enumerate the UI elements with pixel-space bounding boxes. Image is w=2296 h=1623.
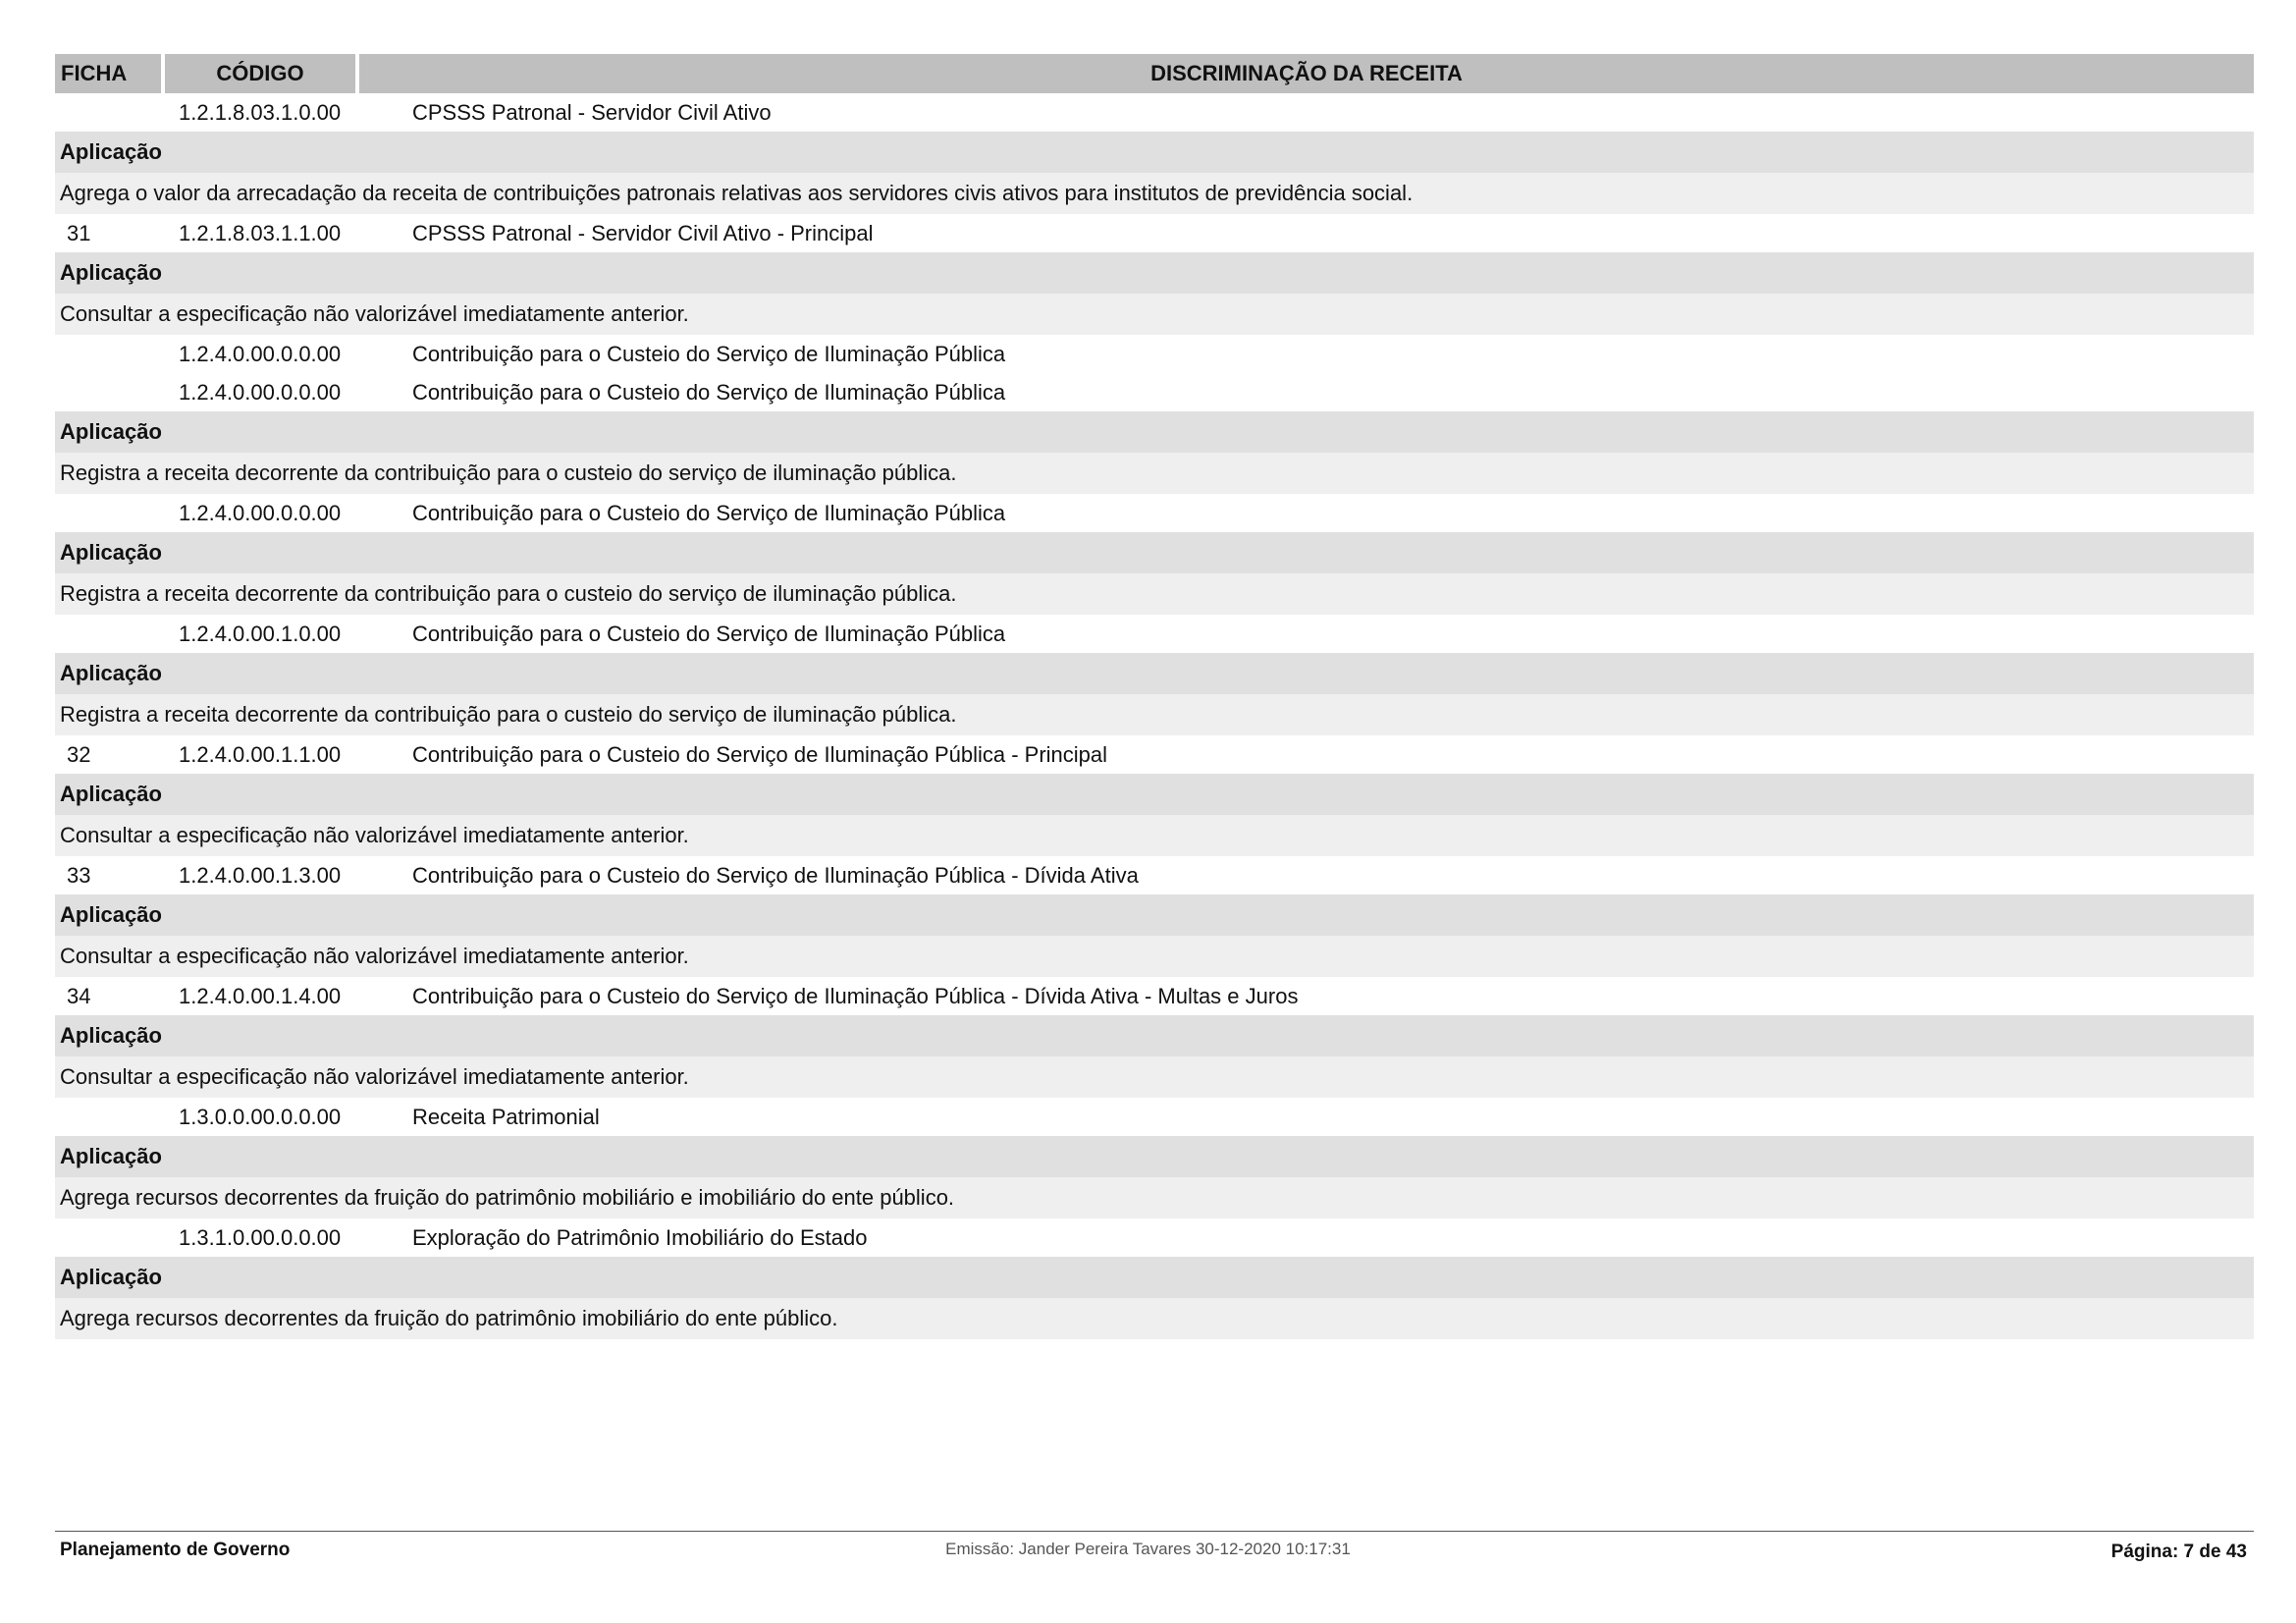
table-row	[55, 856, 2254, 894]
footer-department: Planejamento de Governo	[60, 1540, 291, 1560]
aplicacao-label: Aplicação	[55, 411, 2254, 453]
discriminacao-cell: Contribuição para o Custeio do Serviço de Iluminação Pública	[412, 621, 1006, 646]
aplicacao-description: Agrega o valor da arrecadação da receita de contribuições patronais relativas aos servidores civis ativos para institutos de previdência social.	[55, 173, 2254, 214]
aplicacao-description: Consultar a especificação não valorizável imediatamente anterior.	[55, 294, 2254, 335]
revenue-table	[55, 54, 2254, 1339]
discriminacao-cell: Exploração do Patrimônio Imobiliário do Estado	[412, 1224, 868, 1250]
codigo-cell: 1.2.4.0.00.1.3.00	[179, 862, 342, 888]
table-row	[55, 373, 2254, 411]
header-discriminacao: DISCRIMINAÇÃO DA RECEITA	[359, 54, 2254, 93]
codigo-cell: 1.3.0.0.00.0.0.00	[179, 1104, 342, 1129]
footer-divider	[55, 1531, 2254, 1532]
table-row	[55, 93, 2254, 132]
codigo-cell: 1.3.1.0.00.0.0.00	[179, 1224, 342, 1250]
aplicacao-label: Aplicação	[55, 1136, 2254, 1177]
aplicacao-description: Agrega recursos decorrentes da fruição do patrimônio imobiliário do ente público.	[55, 1298, 2254, 1339]
discriminacao-cell: Contribuição para o Custeio do Serviço de Iluminação Pública - Dívida Ativa - Multas e Juros	[412, 983, 1299, 1008]
codigo-cell: 1.2.4.0.00.1.1.00	[179, 741, 342, 767]
codigo-cell: 1.2.4.0.00.0.0.00	[179, 341, 342, 366]
aplicacao-label: Aplicação	[55, 774, 2254, 815]
footer-emission: Emissão: Jander Pereira Tavares 30-12-2020 10:17:31	[945, 1540, 1351, 1558]
aplicacao-label: Aplicação	[55, 252, 2254, 294]
aplicacao-description: Registra a receita decorrente da contribuição para o custeio do serviço de iluminação pública.	[55, 573, 2254, 615]
footer-page-number: Página: 7 de 43	[2110, 1542, 2247, 1562]
aplicacao-description: Consultar a especificação não valorizável imediatamente anterior.	[55, 936, 2254, 977]
table-row	[55, 977, 2254, 1015]
table-header	[55, 54, 2254, 93]
discriminacao-cell: Contribuição para o Custeio do Serviço de Iluminação Pública	[412, 379, 1006, 405]
table-body	[55, 93, 2254, 1339]
aplicacao-description: Consultar a especificação não valorizável imediatamente anterior.	[55, 815, 2254, 856]
table-row	[55, 615, 2254, 653]
codigo-cell: 1.2.4.0.00.0.0.00	[179, 500, 342, 525]
aplicacao-description: Registra a receita decorrente da contribuição para o custeio do serviço de iluminação pública.	[55, 453, 2254, 494]
discriminacao-cell: Contribuição para o Custeio do Serviço de Iluminação Pública	[412, 500, 1006, 525]
aplicacao-description: Consultar a especificação não valorizável imediatamente anterior.	[55, 1056, 2254, 1098]
aplicacao-label: Aplicação	[55, 1257, 2254, 1298]
discriminacao-cell: Contribuição para o Custeio do Serviço de Iluminação Pública	[412, 341, 1006, 366]
aplicacao-label: Aplicação	[55, 1015, 2254, 1056]
codigo-cell: 1.2.4.0.00.1.4.00	[179, 983, 342, 1008]
table-row	[55, 735, 2254, 774]
aplicacao-label: Aplicação	[55, 532, 2254, 573]
discriminacao-cell: CPSSS Patronal - Servidor Civil Ativo - Principal	[412, 220, 874, 245]
discriminacao-cell: Receita Patrimonial	[412, 1104, 600, 1129]
aplicacao-description: Registra a receita decorrente da contribuição para o custeio do serviço de iluminação pública.	[55, 694, 2254, 735]
ficha-cell: 34	[67, 983, 91, 1008]
table-row	[55, 494, 2254, 532]
aplicacao-label: Aplicação	[55, 132, 2254, 173]
codigo-cell: 1.2.1.8.03.1.1.00	[179, 220, 342, 245]
ficha-cell: 32	[67, 741, 91, 767]
codigo-cell: 1.2.4.0.00.1.0.00	[179, 621, 342, 646]
ficha-cell: 33	[67, 862, 91, 888]
aplicacao-label: Aplicação	[55, 653, 2254, 694]
ficha-cell: 31	[67, 220, 91, 245]
aplicacao-description: Agrega recursos decorrentes da fruição do patrimônio mobiliário e imobiliário do ente público.	[55, 1177, 2254, 1218]
discriminacao-cell: Contribuição para o Custeio do Serviço de Iluminação Pública - Principal	[412, 741, 1108, 767]
header-ficha: FICHA	[55, 54, 161, 93]
codigo-cell: 1.2.4.0.00.0.0.00	[179, 379, 342, 405]
table-row	[55, 214, 2254, 252]
discriminacao-cell: CPSSS Patronal - Servidor Civil Ativo	[412, 99, 772, 125]
table-row	[55, 1218, 2254, 1257]
table-row	[55, 335, 2254, 373]
discriminacao-cell: Contribuição para o Custeio do Serviço de Iluminação Pública - Dívida Ativa	[412, 862, 1139, 888]
aplicacao-label: Aplicação	[55, 894, 2254, 936]
codigo-cell: 1.2.1.8.03.1.0.00	[179, 99, 342, 125]
table-row	[55, 1098, 2254, 1136]
header-codigo: CÓDIGO	[165, 54, 355, 93]
